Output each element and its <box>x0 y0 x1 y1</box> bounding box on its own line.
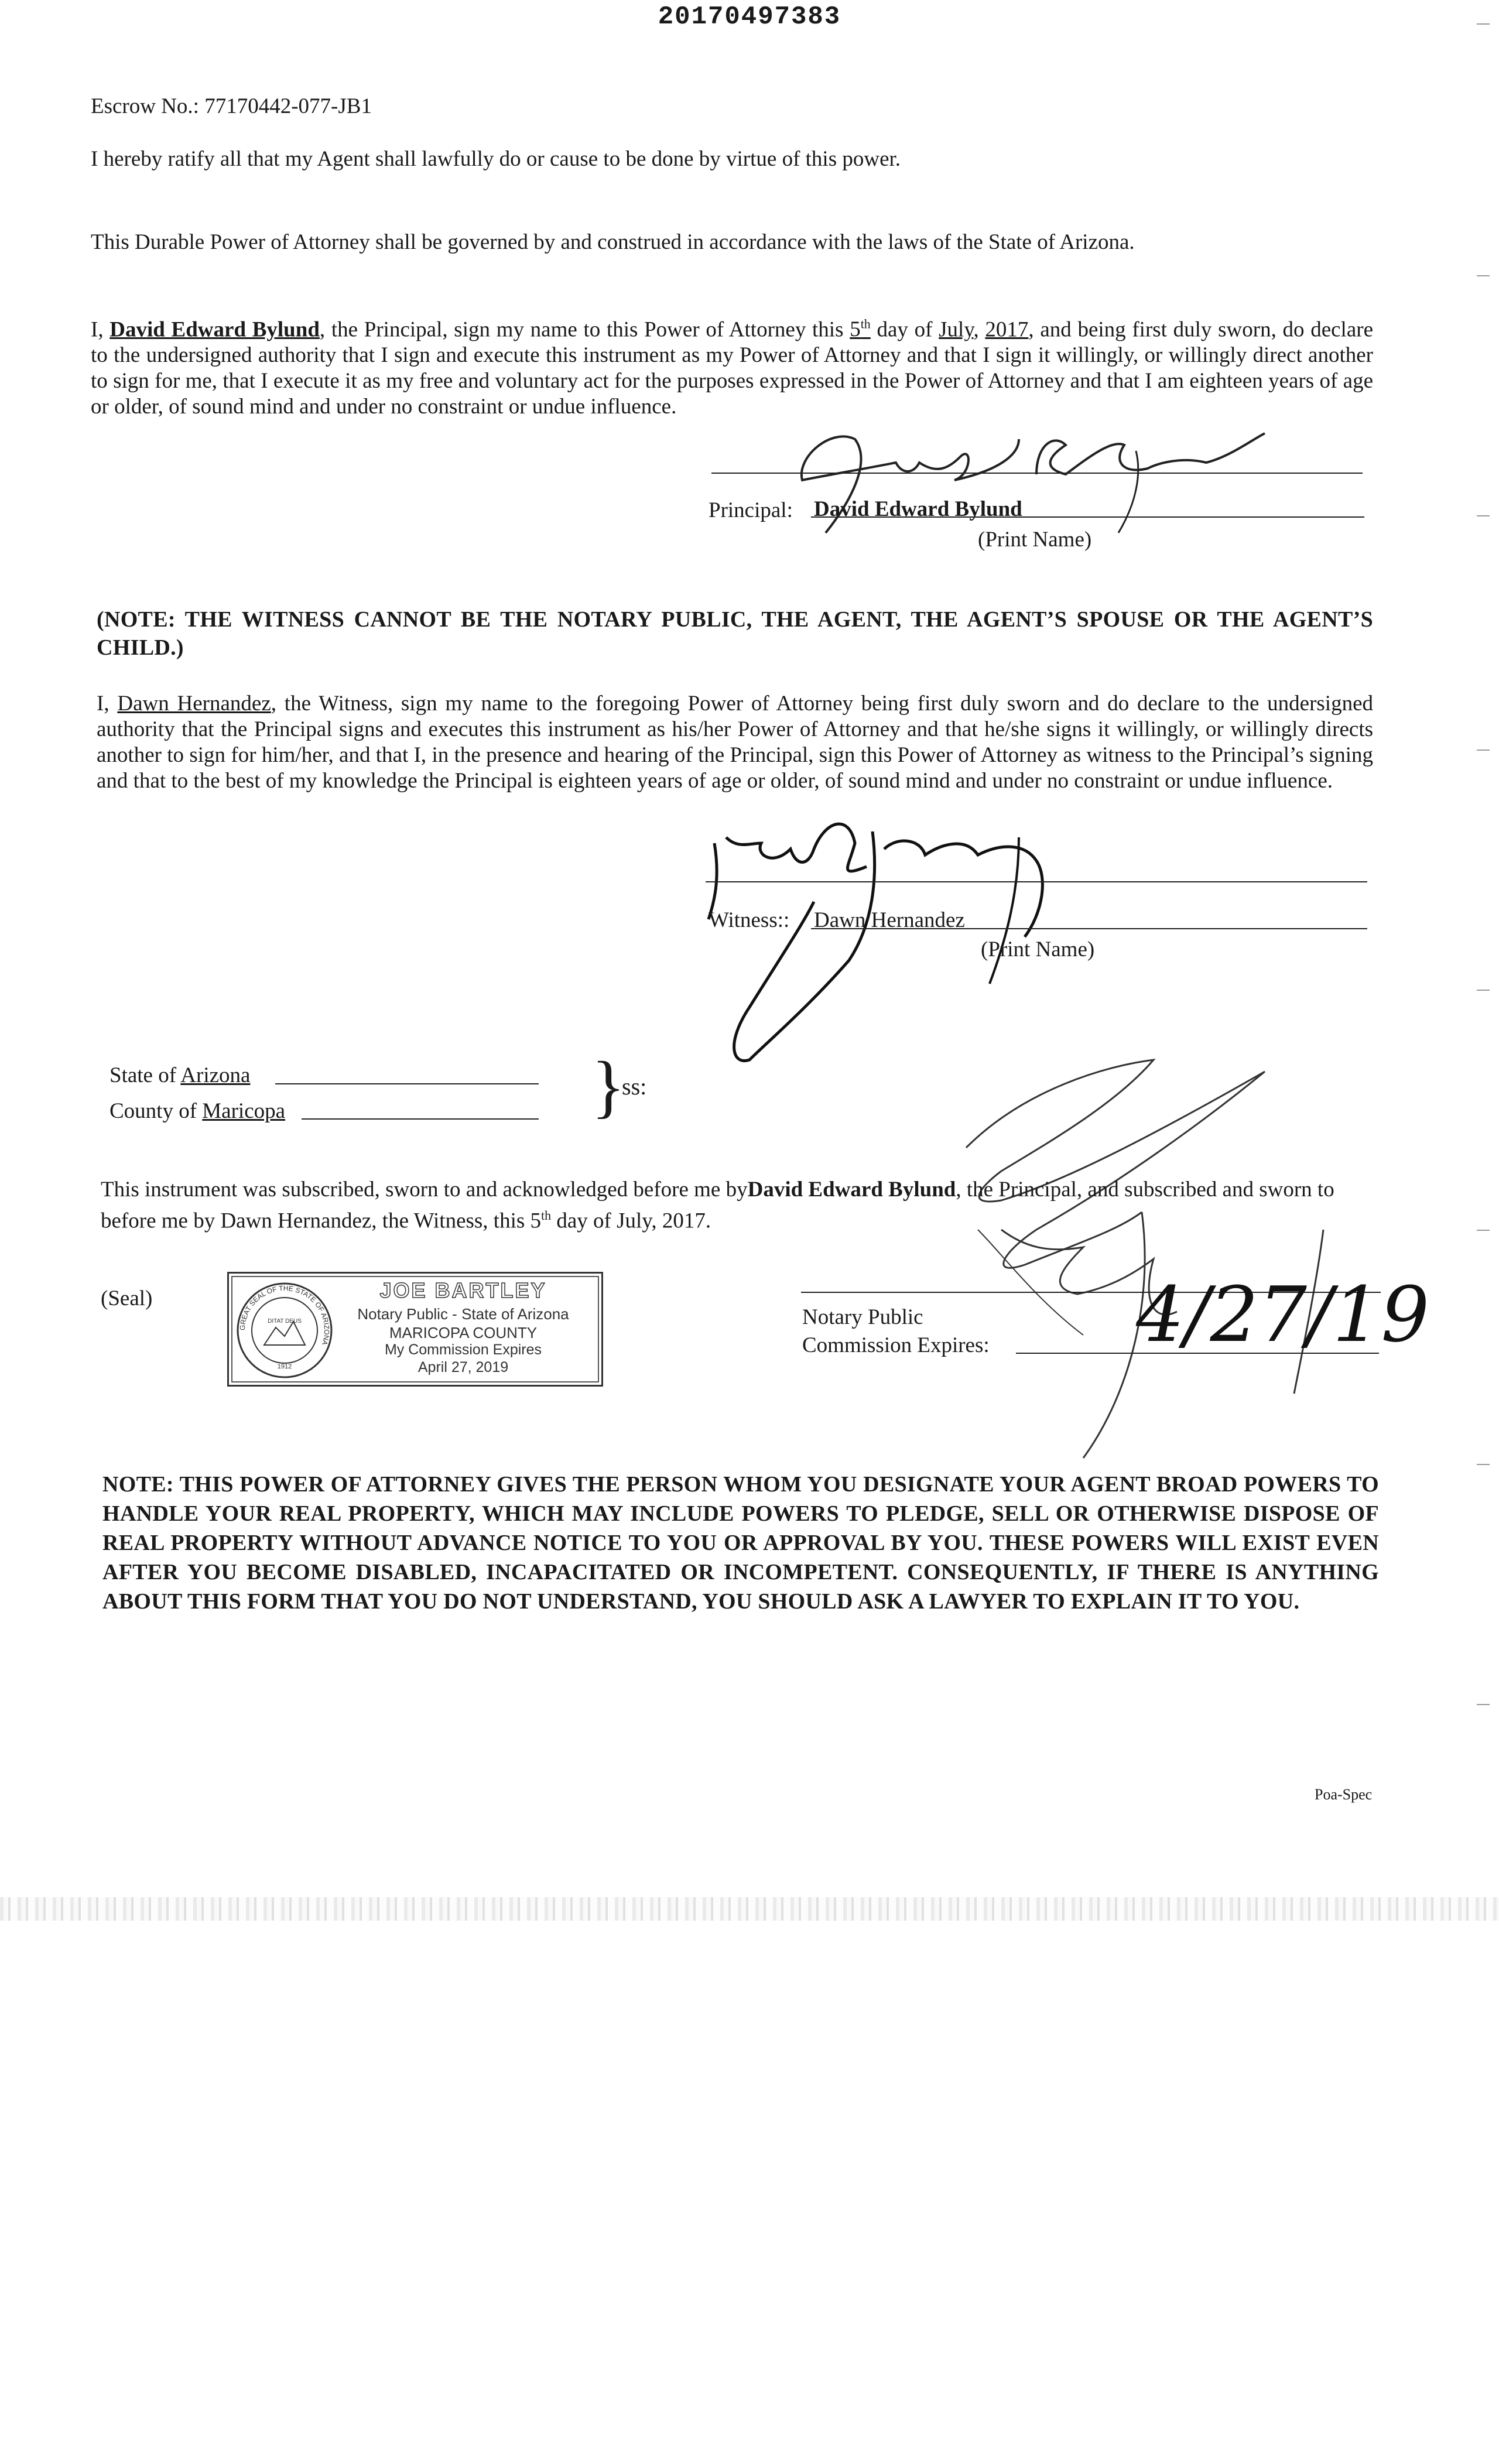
witness-eligibility-note: (NOTE: THE WITNESS CANNOT BE THE NOTARY PUBLIC, THE AGENT, THE AGENT’S SPOUSE OR THE AGENT’S CHILD.) <box>97 607 1373 660</box>
witness-signature-line <box>706 881 1367 882</box>
text-fragment: , <box>973 317 985 342</box>
county-value: Maricopa <box>202 1099 286 1123</box>
state-value: Arizona <box>180 1063 251 1087</box>
ratify-statement: I hereby ratify all that my Agent shall lawfully do or cause to be done by virtue of this power. <box>91 147 901 171</box>
ack-principal-name: David Edward Bylund <box>747 1178 956 1202</box>
text-fragment: , the Principal, and subscribed and sworn to before me by Dawn Hernandez, the Witness, this <box>101 1178 1334 1233</box>
principal-signature-line <box>711 473 1363 474</box>
principal-name: David Edward Bylund <box>109 317 320 342</box>
witness-print-name-caption: (Print Name) <box>981 937 1095 961</box>
principal-print-name-caption: (Print Name) <box>978 528 1092 552</box>
seal-ring-text: GREAT SEAL OF THE STATE OF ARIZONA <box>238 1284 331 1346</box>
handwritten-expiry-date-text: 4/27/19 <box>1136 1270 1430 1359</box>
margin-mark <box>1477 1464 1490 1465</box>
acknowledgment-text <box>101 1177 1371 1234</box>
county-line <box>302 1118 539 1120</box>
margin-mark <box>1477 275 1490 276</box>
form-code: Poa-Spec <box>1315 1786 1373 1803</box>
text-fragment: I, <box>97 692 118 716</box>
sign-day-suffix: th <box>860 317 871 331</box>
scan-artifact-band <box>0 1897 1499 1921</box>
principal-label: Principal: <box>709 498 793 522</box>
notary-public-label: Notary Public <box>802 1305 923 1329</box>
governing-law-statement: This Durable Power of Attorney shall be governed by and construed in accordance with the laws of the State of Arizona. <box>91 230 1135 254</box>
margin-mark <box>1477 23 1490 25</box>
seal-label: (Seal) <box>101 1286 153 1310</box>
handwritten-expiry-date <box>1130 1270 1430 1364</box>
ack-day-number: 5 <box>530 1209 541 1233</box>
escrow-label: Escrow No.: <box>91 94 199 118</box>
record-number: 20170497383 <box>658 2 841 32</box>
margin-mark <box>1477 990 1490 991</box>
text-fragment: I, <box>91 317 110 342</box>
county-label: County of <box>109 1099 197 1123</box>
commission-expires-label: Commission Expires: <box>802 1333 990 1357</box>
ack-day-suffix: th <box>541 1208 552 1223</box>
principal-declaration <box>91 312 1373 420</box>
state-seal-icon <box>235 1281 334 1380</box>
notary-stamp-line1: Notary Public - State of Arizona <box>357 1305 569 1323</box>
venue-ss: ss: <box>622 1073 647 1100</box>
state-line <box>275 1083 539 1084</box>
venue-county <box>109 1098 285 1124</box>
margin-mark <box>1477 1230 1490 1231</box>
sign-day <box>850 317 871 341</box>
sign-day-number: 5 <box>850 317 861 342</box>
witness-declaration <box>97 691 1373 794</box>
text-fragment: day of July, 2017. <box>551 1209 711 1233</box>
witness-name: Dawn Hernandez <box>117 692 271 716</box>
final-warning-note: NOTE: THIS POWER OF ATTORNEY GIVES THE PERSON WHOM YOU DESIGNATE YOUR AGENT BROAD POWERS TO HANDLE YOUR REAL PROPERTY, WHICH MAY INCLUDE POWERS TO PLEDGE, SELL OR OTHERWISE DISPOSE OF REAL PROPERTY WITHOUT ADVANCE NOTICE TO YOU OR APPROVAL BY YOU. THESE POWERS WILL EXIST EVEN AFTER YOU BECOME DISABLED, INCAPACITATED OR INCOMPETENT. CONSEQUENTLY, IF THERE IS ANYTHING ABOUT THIS FORM THAT YOU DO NOT UNDERSTAND, YOU SHOULD ASK A LAWYER TO EXPLAIN IT TO YOU. <box>102 1472 1379 1614</box>
text-fragment: , and being first duly sworn, do declare to the undersigned authority that I sign and execute this instrument as my Power of Attorney and that I sign it willingly, or willingly direct another to sign for me, that I execute it as my free and voluntary act for the purposes expressed in the Power of Attorney and that I am eighteen years of age or older, of sound mind and under no constraint or undue influence. <box>91 317 1373 419</box>
notary-stamp-name: JOE BARTLEY <box>379 1278 547 1302</box>
text-fragment: , the Principal, sign my name to this Power of Attorney this <box>319 317 850 342</box>
text-fragment: , the Witness, sign my name to the foregoing Power of Attorney being first duly sworn and do declare to the undersigned authority that the Principal signs and executes this instrument as his/her Power of Attorney and that he/she signs it willingly, or willingly directs another to sign for him/her, and that I, in the presence and hearing of the Principal, sign this Power of Attorney as witness to the Principal’s signing and that to the best of my knowledge the Principal is eighteen years of age or older, of sound mind and under no constraint or undue influence. <box>97 692 1374 793</box>
margin-mark <box>1477 1704 1490 1705</box>
seal-year-text: 1912 <box>277 1363 292 1370</box>
margin-mark <box>1477 750 1490 751</box>
witness-name-line <box>811 928 1367 929</box>
sign-year: 2017 <box>985 317 1029 342</box>
escrow-line <box>91 94 372 119</box>
notary-stamp-expiry: April 27, 2019 <box>417 1359 509 1375</box>
witness-label: Witness:: <box>709 908 790 932</box>
escrow-number: 77170442-077-JB1 <box>204 94 372 118</box>
notary-stamp-county: MARICOPA COUNTY <box>389 1324 538 1341</box>
witness-printed-name: Dawn Hernandez <box>814 908 965 932</box>
venue-brace: } <box>591 1047 625 1125</box>
state-label: State of <box>109 1063 177 1087</box>
notary-signature <box>673 1054 1405 1464</box>
text-fragment: day of <box>870 317 939 342</box>
text-fragment: This instrument was subscribed, sworn to and acknowledged before me by <box>101 1178 748 1202</box>
venue-state <box>109 1063 250 1089</box>
seal-center-text: DITAT DEUS <box>268 1318 302 1325</box>
notary-stamp-line3: My Commission Expires <box>384 1341 542 1358</box>
notary-stamp <box>227 1272 603 1387</box>
sign-month: July <box>939 317 974 342</box>
margin-mark <box>1477 515 1490 516</box>
principal-printed-name: David Edward Bylund <box>814 497 1022 521</box>
principal-name-line <box>811 516 1364 518</box>
